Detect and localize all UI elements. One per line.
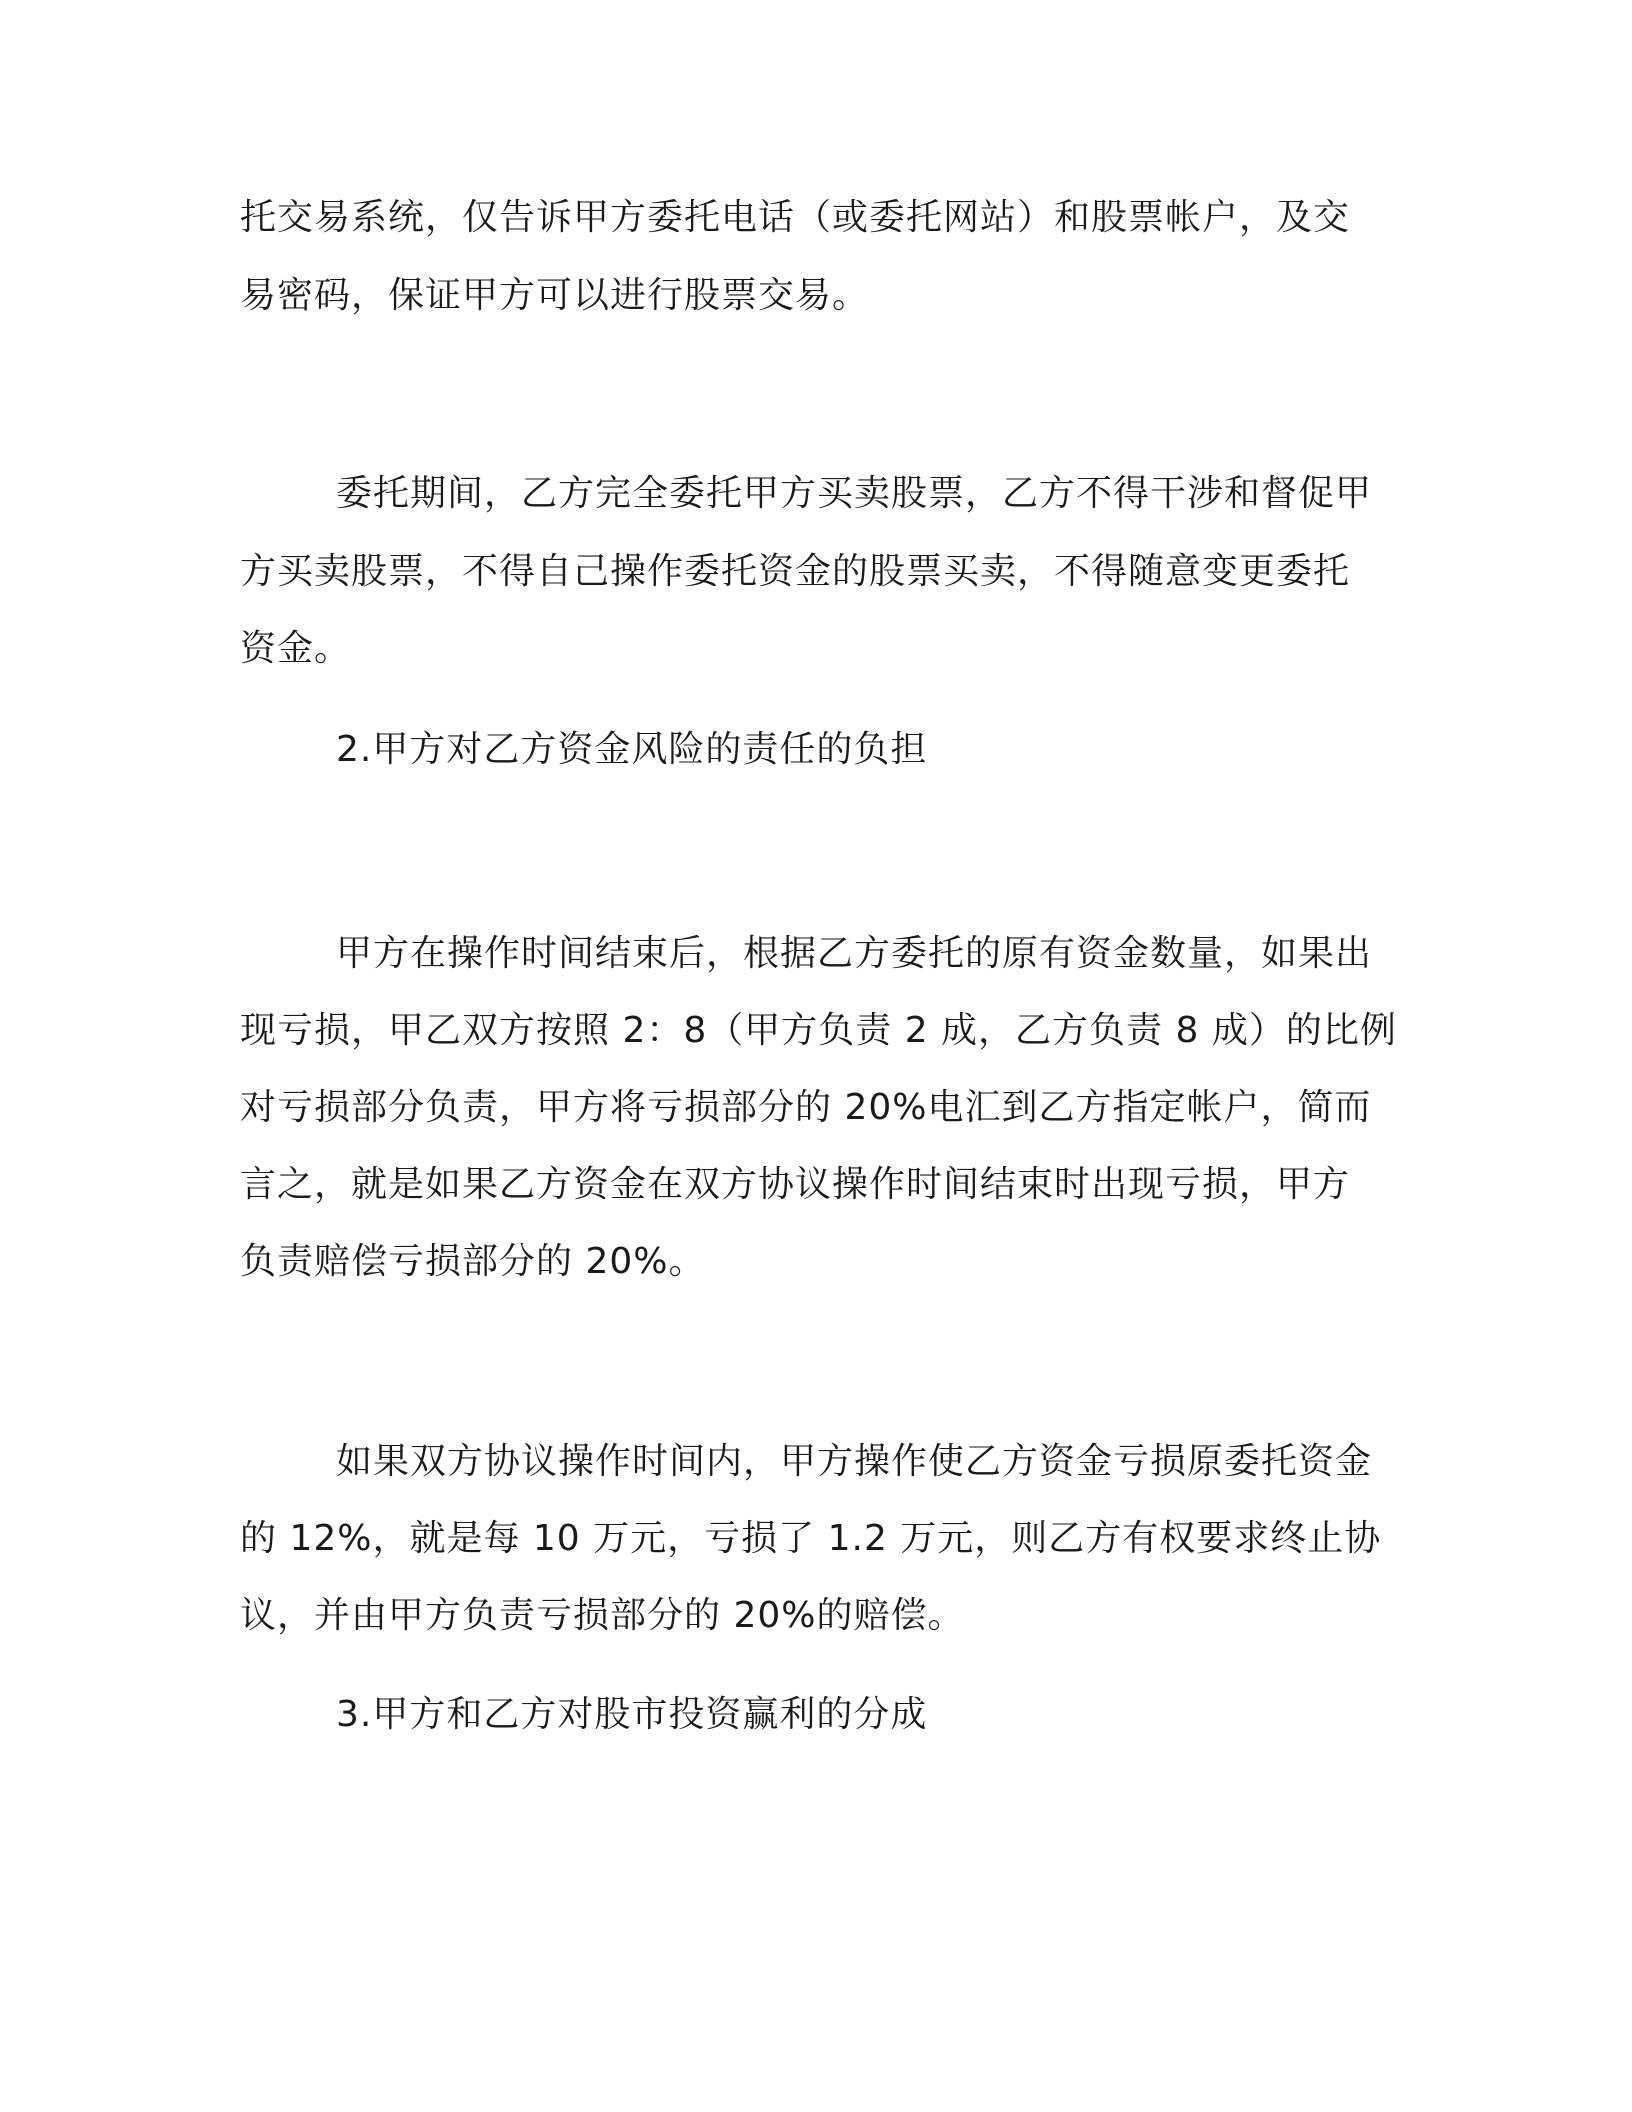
paragraph-line: 委托期间，乙方完全委托甲方买卖股票，乙方不得干涉和督促甲	[336, 473, 1373, 514]
section-heading: 2.甲方对乙方资金风险的责任的负担	[336, 729, 928, 770]
paragraph-line: 现亏损，甲乙双方按照 2：8（甲方负责 2 成，乙方负责 8 成）的比例	[240, 1010, 1397, 1051]
paragraph-line: 资金。	[240, 628, 352, 669]
paragraph-line: 甲方在操作时间结束后，根据乙方委托的原有资金数量，如果出	[336, 933, 1373, 974]
paragraph-line: 议，并由甲方负责亏损部分的 20%的赔偿。	[240, 1595, 965, 1636]
paragraph-line: 对亏损部分负责，甲方将亏损部分的 20%电汇到乙方指定帐户，简而	[240, 1087, 1372, 1128]
paragraph-line: 负责赔偿亏损部分的 20%。	[240, 1241, 706, 1282]
paragraph-line: 托交易系统，仅告诉甲方委托电话（或委托网站）和股票帐户，及交	[240, 197, 1351, 238]
section-heading: 3.甲方和乙方对股市投资赢利的分成	[336, 1694, 928, 1735]
paragraph-line: 易密码，保证甲方可以进行股票交易。	[240, 275, 870, 316]
paragraph-line: 言之，就是如果乙方资金在双方协议操作时间结束时出现亏损，甲方	[240, 1164, 1351, 1205]
paragraph-line: 的 12%，就是每 10 万元，亏损了 1.2 万元，则乙方有权要求终止协	[240, 1518, 1382, 1559]
paragraph-line: 方买卖股票，不得自己操作委托资金的股票买卖，不得随意变更委托	[240, 551, 1351, 592]
paragraph-line: 如果双方协议操作时间内，甲方操作使乙方资金亏损原委托资金	[336, 1441, 1373, 1482]
